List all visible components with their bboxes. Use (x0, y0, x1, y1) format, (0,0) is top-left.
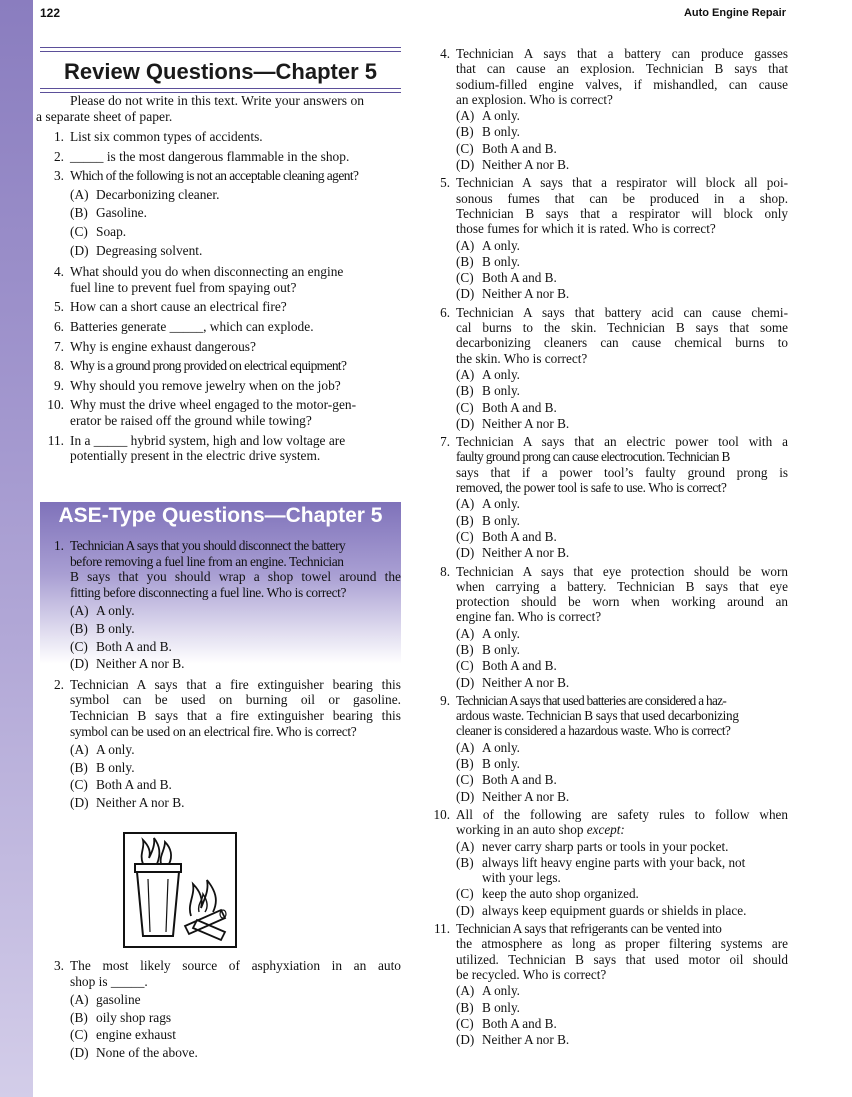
question-text: Technician A says that an electric power tool with a (456, 434, 788, 450)
question-text: Why must the drive wheel engaged to the motor-gen- (70, 397, 357, 413)
option-text: engine exhaust (96, 1027, 176, 1043)
review-question (40, 358, 401, 374)
question-text: Which of the following is not an acceptable cleaning agent? (70, 168, 359, 184)
option-text: keep the auto shop organized. (482, 886, 639, 902)
question-text: that can cause an explosion. Technician B says that (456, 61, 788, 77)
option-letter: (A) (456, 496, 475, 512)
ase-question-list-left-2 (40, 958, 401, 1061)
option-letter: (C) (456, 658, 474, 674)
option-text: Both A and B. (482, 270, 557, 286)
instructions-line-2: a separate sheet of paper. (36, 109, 173, 124)
question-text: Why is a ground prong provided on electrical equipment? (70, 358, 347, 374)
option-text: Both A and B. (482, 772, 557, 788)
question-text: Technician A says that a respirator will block all poi- (456, 175, 788, 191)
option-text: Neither A nor B. (96, 656, 185, 672)
option-letter: (D) (70, 242, 89, 258)
option-text: Both A and B. (482, 140, 557, 156)
question-number: 5. (440, 175, 450, 191)
answer-option (456, 903, 788, 918)
answer-option (70, 187, 401, 203)
option-letter: (C) (456, 399, 474, 415)
answer-option (456, 416, 788, 431)
question-text: utilized. Technician B says that used motor oil should (456, 951, 788, 967)
answer-option (456, 400, 788, 415)
question-number: 9. (53, 377, 64, 393)
option-text: A only. (482, 739, 520, 755)
option-letter: (D) (456, 788, 475, 804)
question-text: Batteries generate _____, which can explode. (70, 318, 314, 334)
option-letter: (A) (456, 739, 475, 755)
option-text: Neither A nor B. (96, 794, 185, 810)
question-text: when carrying a battery. Technician B says that eye (456, 578, 788, 594)
answer-option (456, 855, 788, 886)
review-question (40, 149, 401, 165)
question-text: symbol can be used on burning oil or gasoline. (70, 692, 401, 708)
question-text: fitting before disconnecting a fuel line. Who is correct? (70, 584, 347, 600)
instructions-line-1: Please do not write in this text. Write your answers on (70, 93, 365, 108)
option-text: gasoline (96, 992, 141, 1008)
question-text: decarbonizing cleaners can cause chemical burns to (456, 335, 788, 351)
question-text: be recycled. Who is correct? (456, 966, 607, 982)
answer-option (456, 626, 788, 641)
option-letter: (D) (456, 1032, 475, 1048)
option-letter: (C) (70, 1027, 88, 1043)
option-letter: (A) (70, 742, 89, 758)
question-text: All of the following are safety rules to follow when (456, 806, 788, 822)
question-text: sonous fumes that can be produced in a shop. (456, 190, 788, 206)
answer-option (456, 642, 788, 657)
answer-option (70, 760, 401, 776)
question-text: cal burns to the skin. Technician B says that some (456, 320, 788, 336)
option-letter: (B) (456, 641, 474, 657)
page-margin-bar (0, 0, 33, 1097)
question-text: erator be raised off the ground while towing? (70, 412, 312, 428)
answer-option (456, 545, 788, 560)
ase-question-list-left (40, 538, 401, 811)
option-text: Both A and B. (96, 638, 172, 654)
option-letter: (B) (456, 253, 474, 269)
option-text: B only. (482, 999, 520, 1015)
option-letter: (B) (70, 205, 88, 221)
option-text: Decarbonizing cleaner. (96, 186, 220, 202)
review-instructions (36, 93, 401, 125)
answer-option (456, 124, 788, 139)
question-text: removed, the power tool is safe to use. Who is correct? (456, 480, 727, 496)
option-text: Both A and B. (96, 777, 172, 793)
question-text: shop is _____. (70, 973, 148, 989)
option-text: B only. (482, 512, 520, 528)
option-letter: (B) (456, 756, 474, 772)
review-question (40, 299, 401, 315)
ase-question (40, 538, 401, 672)
question-number: 7. (53, 338, 64, 354)
option-letter: (B) (456, 854, 474, 870)
option-letter: (D) (456, 157, 475, 173)
ase-question (426, 564, 788, 690)
question-number: 10. (47, 397, 64, 413)
review-question (40, 433, 401, 464)
option-letter: (B) (70, 1009, 88, 1025)
ase-question (426, 807, 788, 918)
option-text: A only. (482, 625, 520, 641)
ase-question (426, 693, 788, 804)
question-text-italic: except: (586, 822, 625, 838)
option-text: never carry sharp parts or tools in your pocket. (482, 838, 729, 854)
option-text: B only. (482, 124, 520, 140)
option-text: B only. (96, 759, 135, 775)
trash-can-fire-icon (125, 834, 235, 946)
option-text: Soap. (96, 223, 127, 239)
question-text: sodium-filled engine valves, if mishandled, can cause (456, 76, 788, 92)
answer-option (70, 742, 401, 758)
question-text: Technician B says that a respirator will block only (456, 205, 788, 221)
option-text: B only. (482, 383, 520, 399)
answer-option (456, 383, 788, 398)
ase-question-list-right (426, 46, 788, 1047)
option-text: Neither A nor B. (482, 415, 570, 431)
question-text: potentially present in the electric drive system. (70, 448, 321, 464)
option-letter: (A) (456, 838, 475, 854)
answer-option (70, 777, 401, 793)
question-number: 3. (53, 168, 64, 184)
answer-option (70, 1045, 401, 1061)
answer-option (70, 639, 401, 655)
question-text: B says that you should wrap a shop towel around the (70, 569, 401, 585)
answer-option (456, 1032, 788, 1047)
question-number: 7. (440, 434, 450, 450)
option-text: Both A and B. (482, 1015, 557, 1031)
option-text: A only. (96, 603, 135, 619)
option-letter: (D) (70, 794, 89, 810)
question-number: 1. (53, 538, 64, 553)
answer-option (456, 108, 788, 123)
option-text: A only. (482, 108, 520, 124)
option-letter: (D) (456, 902, 475, 918)
question-number: 9. (440, 692, 450, 708)
option-text: Neither A nor B. (482, 674, 570, 690)
ase-question (40, 958, 401, 1061)
option-text: Gasoline. (96, 205, 147, 221)
question-text: Technician A says that a battery can produce gasses (456, 46, 788, 61)
option-letter: (D) (456, 674, 475, 690)
question-text: cleaner is considered a hazardous waste. Who is correct? (456, 723, 731, 739)
option-text: A only. (96, 742, 135, 758)
question-text: those fumes for which it is rated. Who is correct? (456, 221, 716, 237)
option-letter: (D) (456, 545, 475, 561)
question-number: 8. (440, 563, 450, 579)
option-letter: (B) (70, 759, 88, 775)
question-text: Technician A says that you should disconnect the battery (70, 538, 346, 553)
review-question-list (40, 129, 401, 464)
question-text: Technician A says that battery acid can cause chemi- (456, 304, 788, 320)
fire-extinguisher-symbol-icon (123, 832, 237, 948)
answer-option (456, 983, 788, 998)
question-text: The most likely source of asphyxiation in an auto (70, 958, 401, 973)
ase-question (426, 434, 788, 560)
option-letter: (C) (70, 777, 88, 793)
answer-option (456, 254, 788, 269)
review-question (40, 378, 401, 394)
question-text: Why is engine exhaust dangerous? (70, 338, 256, 354)
option-letter: (D) (456, 415, 475, 431)
question-text: an explosion. Who is correct? (456, 91, 613, 107)
answer-option (456, 270, 788, 285)
question-number: 6. (53, 318, 64, 334)
option-text: Neither A nor B. (482, 157, 570, 173)
question-text: Why should you remove jewelry when on the job? (70, 377, 341, 393)
ase-question (426, 175, 788, 301)
option-text: B only. (482, 756, 520, 772)
answer-option (456, 886, 788, 901)
question-text: Technician A says that a fire extinguisher bearing this (70, 676, 401, 692)
ase-question (40, 677, 401, 811)
question-text: How can a short cause an electrical fire? (70, 299, 287, 315)
option-letter: (B) (456, 124, 474, 140)
question-text-prefix: working in an auto shop (456, 822, 587, 838)
option-letter: (A) (456, 108, 475, 124)
question-number: 2. (53, 148, 64, 164)
question-text: What should you do when disconnecting an engine (70, 264, 344, 280)
option-letter: (C) (456, 528, 474, 544)
option-letter: (A) (70, 603, 89, 619)
answer-option (70, 656, 401, 672)
option-letter: (C) (456, 886, 474, 902)
question-text: Technician A says that used batteries are considered a haz- (456, 692, 727, 708)
question-text: In a _____ hybrid system, high and low voltage are (70, 432, 346, 448)
option-text: B only. (96, 620, 135, 636)
question-text: symbol can be used on an electrical fire. Who is correct? (70, 723, 357, 739)
question-number: 8. (53, 358, 64, 374)
question-number: 3. (53, 958, 64, 973)
option-text: Degreasing solvent. (96, 242, 203, 258)
question-text: fuel line to prevent fuel from spaying out? (70, 279, 297, 295)
answer-option (456, 740, 788, 755)
answer-option (70, 603, 401, 619)
review-question (40, 339, 401, 355)
question-number: 2. (53, 676, 64, 692)
question-number: 4. (440, 46, 450, 61)
review-question (40, 168, 401, 258)
answer-option (456, 496, 788, 511)
question-text: the atmosphere as long as proper filtering systems are (456, 936, 788, 952)
question-text (456, 822, 788, 837)
option-text: Both A and B. (482, 528, 557, 544)
option-text: A only. (482, 496, 520, 512)
answer-option (456, 141, 788, 156)
option-text-continued: with your legs. (482, 870, 561, 886)
option-text: Both A and B. (482, 399, 557, 415)
option-letter: (D) (70, 1044, 89, 1060)
answer-option (456, 367, 788, 382)
question-text: Technician B says that a fire extinguisher bearing this (70, 707, 401, 723)
ase-question (426, 305, 788, 431)
option-text: B only. (482, 253, 520, 269)
answer-option (70, 1027, 401, 1043)
option-text: A only. (482, 983, 520, 999)
question-number: 10. (433, 806, 450, 822)
title-rule-top-thin (40, 51, 401, 52)
option-text: Neither A nor B. (482, 545, 570, 561)
answer-option (456, 238, 788, 253)
review-question (40, 397, 401, 428)
page-number: 122 (40, 6, 61, 20)
answer-option (456, 658, 788, 673)
question-number: 1. (53, 129, 64, 144)
option-letter: (A) (456, 237, 475, 253)
answer-option (70, 621, 401, 637)
question-number: 5. (53, 299, 64, 315)
question-text: _____ is the most dangerous flammable in the shop. (70, 148, 350, 164)
answer-option (456, 756, 788, 771)
option-letter: (B) (456, 512, 474, 528)
answer-option (70, 795, 401, 811)
question-text: says that if a power tool’s faulty ground prong is (456, 464, 788, 480)
option-letter: (C) (456, 1015, 474, 1031)
answer-option (70, 1010, 401, 1026)
question-text: the skin. Who is correct? (456, 350, 588, 366)
option-letter: (C) (70, 223, 88, 239)
answer-option (456, 286, 788, 301)
question-text: ardous waste. Technician B says that used decarbonizing (456, 708, 739, 724)
ase-question (426, 46, 788, 172)
answer-option (70, 992, 401, 1008)
question-number: 11. (47, 432, 64, 448)
option-text: A only. (482, 366, 520, 382)
option-letter: (A) (70, 992, 89, 1008)
review-questions-title: Review Questions—Chapter 5 (64, 59, 377, 84)
option-text: Neither A nor B. (482, 788, 570, 804)
question-text: faulty ground prong can cause electrocution. Technician B (456, 449, 730, 465)
option-text: A only. (482, 237, 520, 253)
option-letter: (C) (456, 140, 474, 156)
answer-option (456, 1016, 788, 1031)
question-number: 11. (434, 921, 450, 937)
option-text: Both A and B. (482, 658, 557, 674)
option-letter: (A) (456, 625, 475, 641)
option-text: always keep equipment guards or shields in place. (482, 902, 747, 918)
option-text: always lift heavy engine parts with your back, not (482, 854, 746, 870)
review-question (40, 319, 401, 335)
answer-option (456, 1000, 788, 1015)
option-letter: (C) (456, 772, 474, 788)
ase-questions-title: ASE-Type Questions—Chapter 5 (58, 504, 383, 527)
question-text: Technician A says that eye protection should be worn (456, 563, 788, 579)
option-letter: (B) (456, 999, 474, 1015)
option-letter: (A) (70, 186, 89, 202)
answer-option (70, 205, 401, 221)
answer-option (456, 513, 788, 528)
option-text: oily shop rags (96, 1009, 172, 1025)
option-text: Neither A nor B. (482, 1032, 570, 1048)
option-letter: (C) (70, 638, 88, 654)
option-letter: (B) (456, 383, 474, 399)
answer-option (456, 839, 788, 854)
question-number: 6. (440, 304, 450, 320)
option-letter: (D) (456, 286, 475, 302)
title-rule-bottom-thin (40, 88, 401, 89)
title-rule-top (40, 47, 401, 48)
running-head: Auto Engine Repair (683, 7, 786, 19)
option-text: None of the above. (96, 1044, 198, 1060)
answer-option (70, 224, 401, 240)
option-letter: (A) (456, 983, 475, 999)
question-text: Technician A says that refrigerants can be vented into (456, 921, 722, 937)
ase-question (426, 921, 788, 1047)
question-text: protection should be worn when working around an (456, 594, 788, 610)
answer-option (456, 772, 788, 787)
option-letter: (A) (456, 366, 475, 382)
review-question (40, 129, 401, 145)
option-text: Neither A nor B. (482, 286, 570, 302)
option-letter: (D) (70, 656, 89, 672)
question-text: before removing a fuel line from an engine. Technician (70, 553, 344, 569)
review-question (40, 264, 401, 295)
question-text: List six common types of accidents. (70, 129, 263, 144)
question-text: engine fan. Who is correct? (456, 609, 602, 625)
answer-option (456, 675, 788, 690)
answer-option (456, 157, 788, 172)
answer-option (70, 243, 401, 259)
option-letter: (B) (70, 620, 88, 636)
option-text: B only. (482, 641, 520, 657)
answer-option (456, 529, 788, 544)
question-number: 4. (53, 264, 64, 280)
option-letter: (C) (456, 270, 474, 286)
answer-option (456, 789, 788, 804)
